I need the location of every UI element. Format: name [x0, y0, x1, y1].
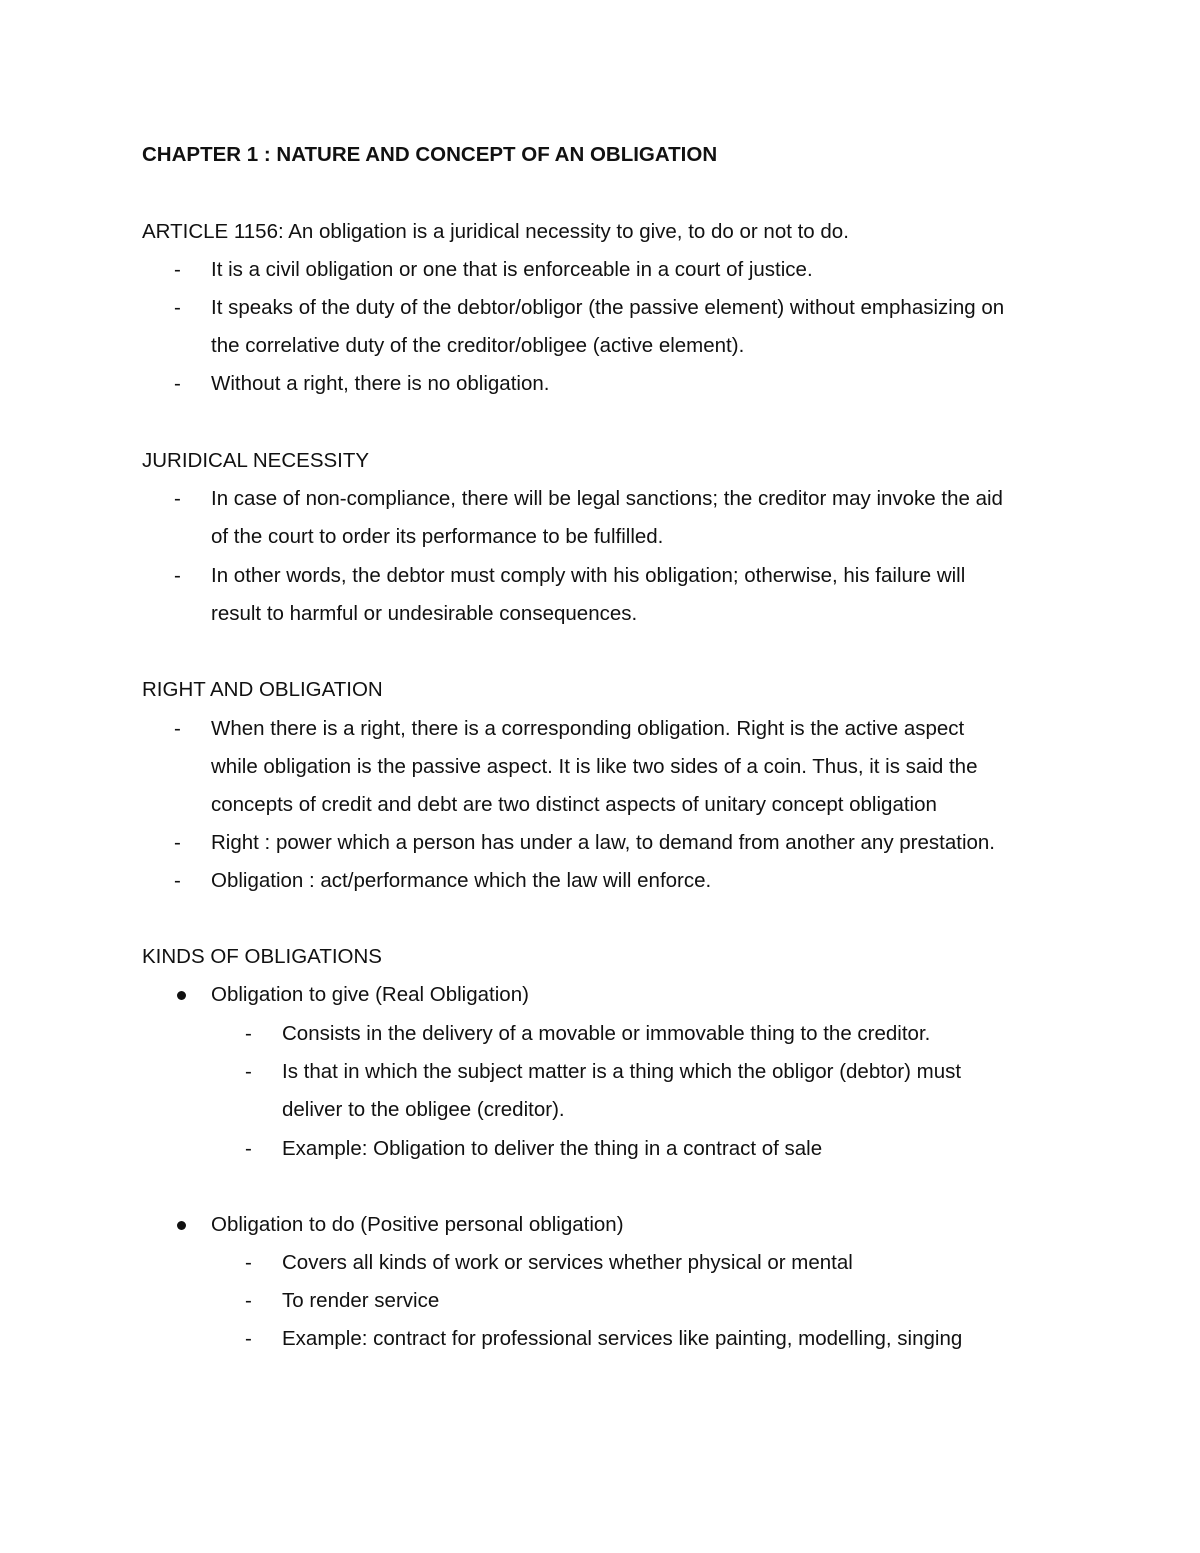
article-item-1: It is a civil obligation or one that is enforceable in a court of justice.	[211, 258, 813, 281]
article-heading: ARTICLE 1156: An obligation is a juridical necessity to give, to do or not to do.	[142, 220, 849, 243]
kinds-group-1-item-2-line-1: Is that in which the subject matter is a thing which the obligor (debtor) must	[282, 1060, 962, 1083]
dash-marker: -	[174, 831, 181, 854]
dash-marker: -	[174, 869, 181, 892]
dash-marker: -	[245, 1022, 252, 1045]
dash-marker: -	[245, 1327, 252, 1350]
kinds-group-2-label: Obligation to do (Positive personal obligation)	[211, 1213, 624, 1236]
article-item-2-line-2: the correlative duty of the creditor/obligee (active element).	[211, 334, 745, 357]
dash-marker: -	[245, 1137, 252, 1160]
kinds-group-2-item-1: Covers all kinds of work or services whether physical or mental	[282, 1251, 853, 1274]
right-item-3: Obligation : act/performance which the law will enforce.	[211, 869, 712, 892]
kinds-group-1-label: Obligation to give (Real Obligation)	[211, 983, 529, 1006]
kinds-group-2-item-3: Example: contract for professional services like painting, modelling, singing	[282, 1327, 963, 1350]
dash-marker: -	[174, 258, 181, 281]
right-item-1-line-3: concepts of credit and debt are two distinct aspects of unitary concept obligation	[211, 793, 937, 816]
bullet-icon	[177, 1221, 186, 1230]
right-item-2: Right : power which a person has under a law, to demand from another any prestation.	[211, 831, 996, 854]
dash-marker: -	[174, 717, 181, 740]
dash-marker: -	[174, 372, 181, 395]
juridical-item-1-line-2: of the court to order its performance to be fulfilled.	[211, 525, 664, 548]
juridical-item-2-line-2: result to harmful or undesirable consequences.	[211, 602, 638, 625]
kinds-group-1-item-3: Example: Obligation to deliver the thing in a contract of sale	[282, 1137, 823, 1160]
kinds-group-1-item-1: Consists in the delivery of a movable or immovable thing to the creditor.	[282, 1022, 931, 1045]
article-item-3: Without a right, there is no obligation.	[211, 372, 550, 395]
dash-marker: -	[245, 1060, 252, 1083]
kinds-group-1-item-2-line-2: deliver to the obligee (creditor).	[282, 1098, 565, 1121]
juridical-item-1-line-1: In case of non-compliance, there will be legal sanctions; the creditor may invoke the aid	[211, 487, 1003, 510]
right-item-1-line-1: When there is a right, there is a corresponding obligation. Right is the active aspect	[211, 717, 965, 740]
bullet-icon	[177, 991, 186, 1000]
dash-marker: -	[174, 487, 181, 510]
juridical-heading: JURIDICAL NECESSITY	[142, 449, 370, 472]
right-heading: RIGHT AND OBLIGATION	[142, 678, 383, 701]
dash-marker: -	[245, 1289, 252, 1312]
right-item-1-line-2: while obligation is the passive aspect. It is like two sides of a coin. Thus, it is said the	[211, 755, 978, 778]
dash-marker: -	[174, 564, 181, 587]
dash-marker: -	[174, 296, 181, 319]
dash-marker: -	[245, 1251, 252, 1274]
kinds-group-2-item-2: To render service	[282, 1289, 440, 1312]
chapter-title: CHAPTER 1 : NATURE AND CONCEPT OF AN OBLIGATION	[142, 143, 718, 166]
kinds-heading: KINDS OF OBLIGATIONS	[142, 945, 382, 968]
juridical-item-2-line-1: In other words, the debtor must comply with his obligation; otherwise, his failure will	[211, 564, 966, 587]
article-item-2-line-1: It speaks of the duty of the debtor/obligor (the passive element) without emphasizing on	[211, 296, 1005, 319]
